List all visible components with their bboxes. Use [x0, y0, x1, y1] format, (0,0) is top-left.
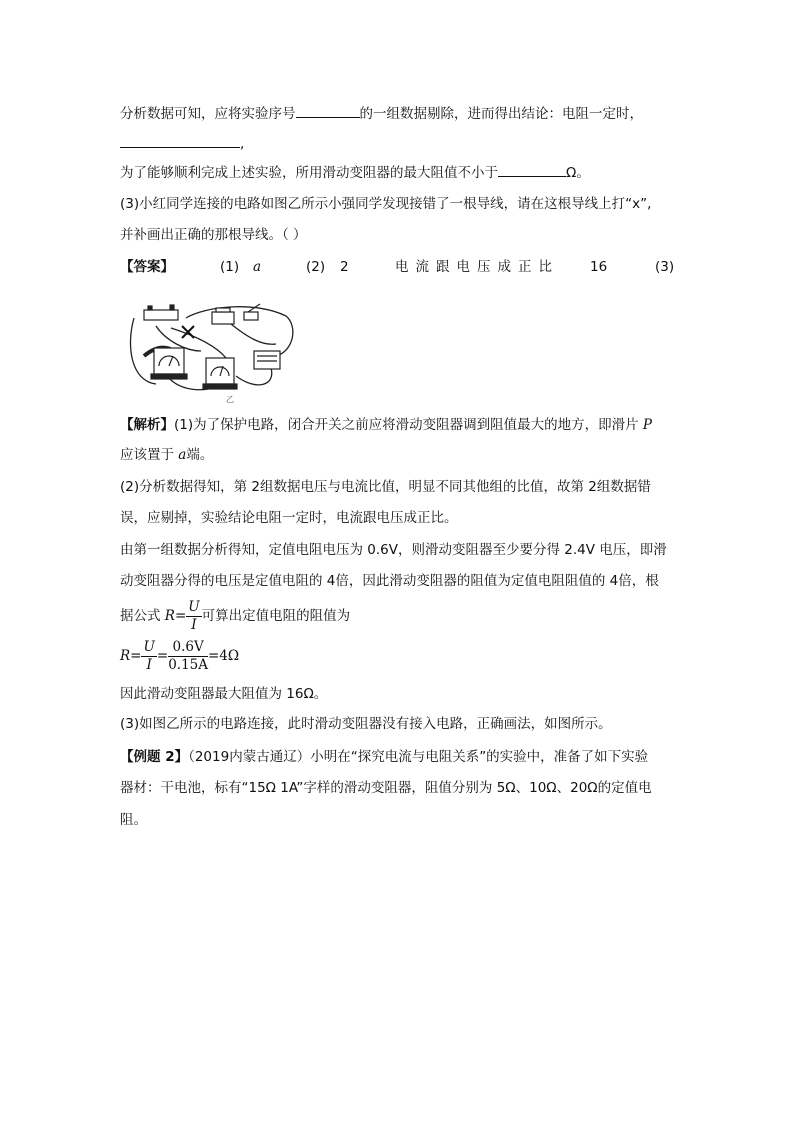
- analysis-line-2: [120, 445, 213, 465]
- question-line-4: (3)小红同学连接的电路如图乙所示小强同学发现接错了一根导线，请在这根导线上打“x”,: [120, 196, 652, 212]
- text: (1): [220, 259, 240, 275]
- variable: a: [178, 447, 187, 463]
- analysis-line-5: 由第一组数据分析得知，定值电阻电压为 0.6V，则滑动变阻器至少要分得 2.4V 电压，即滑: [120, 542, 667, 558]
- formula-eq: =: [174, 608, 187, 624]
- formula-eq: =: [156, 648, 169, 664]
- formula-eq: =: [130, 648, 142, 664]
- question-line-3: [120, 162, 590, 183]
- numerator: 0.6V: [168, 639, 208, 657]
- answer-value: 2: [340, 259, 349, 275]
- answer-value: a: [253, 259, 262, 275]
- answer-blank: [296, 103, 360, 118]
- text: （2019内蒙古通辽）小明在“探究电流与电阻关系”的实验中，准备了如下实验: [188, 749, 649, 765]
- analysis-line-3: (2)分析数据得知，第 2组数据电压与电流比值，明显不同其他组的比值，故第 2组数据错: [120, 479, 651, 495]
- circuit-diagram-figure: [126, 296, 298, 410]
- example-line-3: 阻。: [120, 812, 147, 828]
- circuit-diagram-icon: [126, 296, 298, 406]
- formula-result: =4Ω: [208, 648, 240, 664]
- formula-line: [120, 638, 239, 674]
- analysis-line-7: [120, 598, 350, 634]
- question-line-5: 并补画出正确的那根导线。（ ）: [120, 227, 307, 243]
- formula-fraction: [141, 639, 156, 674]
- text: 据公式: [120, 608, 161, 624]
- text: ,: [240, 136, 245, 152]
- text: 的一组数据剔除，进而得出结论：电阻一定时，: [359, 106, 643, 122]
- example-label: 【例题 2】: [120, 749, 189, 765]
- question-line-1: [120, 103, 643, 124]
- variable: P: [642, 417, 653, 433]
- example-line-1: [120, 747, 648, 767]
- text: 端。: [186, 447, 214, 463]
- text: (3): [655, 259, 675, 275]
- example-line-2: 器材：干电池，标有“15Ω 1A”字样的滑动变阻器，阻值分别为 5Ω、10Ω、20Ω的定值电: [120, 780, 652, 796]
- text: Ω。: [566, 165, 590, 181]
- numerator: U: [188, 598, 200, 615]
- formula-var: R: [120, 648, 131, 664]
- analysis-line-10: (3)如图乙所示的电路连接，此时滑动变阻器没有接入电路，正确画法，如图所示。: [120, 716, 612, 732]
- text: 可算出定值电阻的阻值为: [201, 608, 351, 624]
- figure-caption: 乙: [226, 395, 234, 404]
- text: 分析数据可知，应将实验序号: [120, 106, 296, 122]
- text: 为了能够顺利完成上述实验，所用滑动变阻器的最大阻值不小于: [120, 165, 498, 181]
- answer-blank: [120, 133, 240, 148]
- analysis-line-4: 误，应剔掉，实验结论电阻一定时，电流跟电压成正比。: [120, 510, 458, 526]
- denominator: I: [191, 616, 197, 633]
- analysis-line-6: 动变阻器分得的电压是定值电阻的 4倍，因此滑动变阻器的阻值为定值电阻阻值的 4倍，根: [120, 573, 659, 589]
- answer-value: 电流跟电压成正比: [395, 259, 559, 275]
- question-line-2: [120, 133, 244, 154]
- answer-label: 【答案】: [120, 259, 174, 275]
- answer-blank: [498, 162, 566, 177]
- numerator: U: [143, 638, 155, 655]
- analysis-label: 【解析】: [120, 417, 174, 433]
- text: (1)为了保护电路，闭合开关之前应将滑动变阻器调到阻值最大的地方，即滑片: [174, 417, 639, 433]
- analysis-line-9: 因此滑动变阻器最大阻值为 16Ω。: [120, 686, 328, 702]
- denominator: I: [146, 656, 152, 673]
- formula-var: R: [164, 608, 175, 624]
- analysis-line-1: [120, 415, 652, 435]
- text: 应该置于: [120, 447, 174, 463]
- answer-value: 16: [590, 259, 608, 275]
- formula-fraction: [186, 599, 201, 634]
- denominator: 0.15A: [168, 656, 208, 673]
- formula-fraction: [168, 639, 208, 674]
- text: (2): [306, 259, 326, 275]
- answer-line: [120, 257, 675, 277]
